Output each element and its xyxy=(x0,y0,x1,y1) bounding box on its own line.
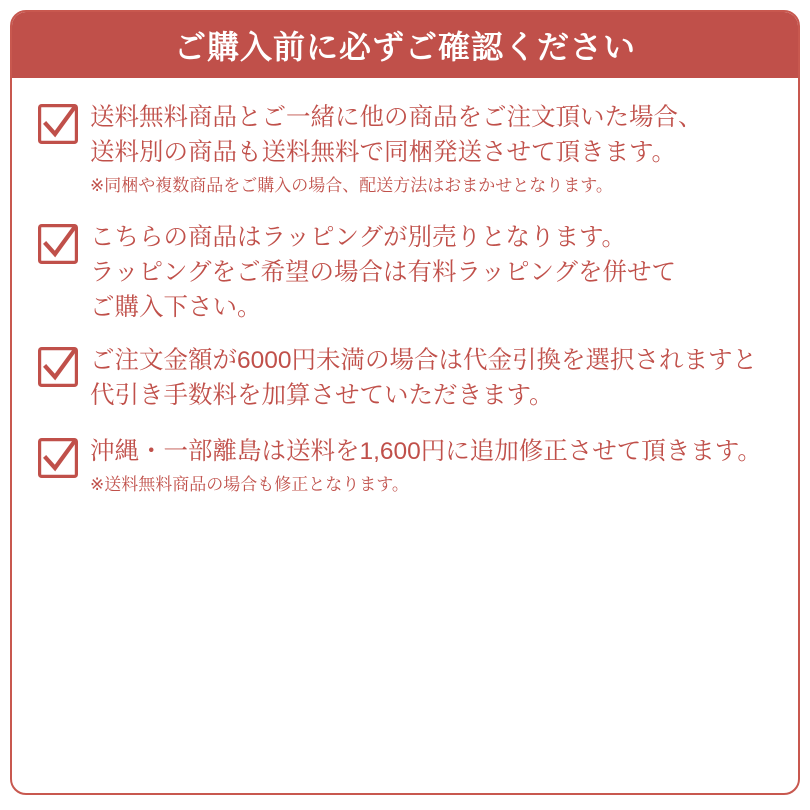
list-item xyxy=(38,343,772,414)
list-item xyxy=(38,220,772,325)
list-item-text xyxy=(90,220,772,325)
check-icon xyxy=(38,347,78,387)
list-item-line: 代引き手数料を加算させていただきます。 xyxy=(90,382,554,410)
list-item-line: ご注文金額が6000円未満の場合は代金引換を選択されますと xyxy=(90,347,758,375)
list-item-note: ※送料無料商品の場合も修正となります。 xyxy=(90,474,409,494)
notice-list xyxy=(12,78,798,497)
notice-header xyxy=(12,12,798,78)
check-icon xyxy=(38,104,78,144)
check-icon xyxy=(38,438,78,478)
list-item-line: 送料無料商品とご一緒に他の商品をご注文頂いた場合、 xyxy=(90,104,703,131)
page-title: ご購入前に必ずご確認ください xyxy=(173,29,636,65)
list-item-text xyxy=(90,100,772,198)
list-item-text xyxy=(90,434,772,497)
list-item-text xyxy=(90,343,772,414)
list-item-note: ※同梱や複数商品をご購入の場合、配送方法はおまかせとなります。 xyxy=(90,175,613,195)
list-item-line: 沖縄・一部離島は送料を1,600円に追加修正させて頂きます。 xyxy=(90,437,762,465)
list-item-line: 送料別の商品も送料無料で同梱発送させて頂きます。 xyxy=(90,138,677,166)
list-item-line: ご購入下さい。 xyxy=(90,293,262,321)
list-item-line: こちらの商品はラッピングが別売りとなります。 xyxy=(90,224,627,252)
list-item xyxy=(38,100,772,198)
check-icon xyxy=(38,224,78,264)
list-item-line: ラッピングをご希望の場合は有料ラッピングを併せて xyxy=(90,258,677,286)
list-item xyxy=(38,434,772,497)
purchase-notice-card xyxy=(10,10,800,795)
